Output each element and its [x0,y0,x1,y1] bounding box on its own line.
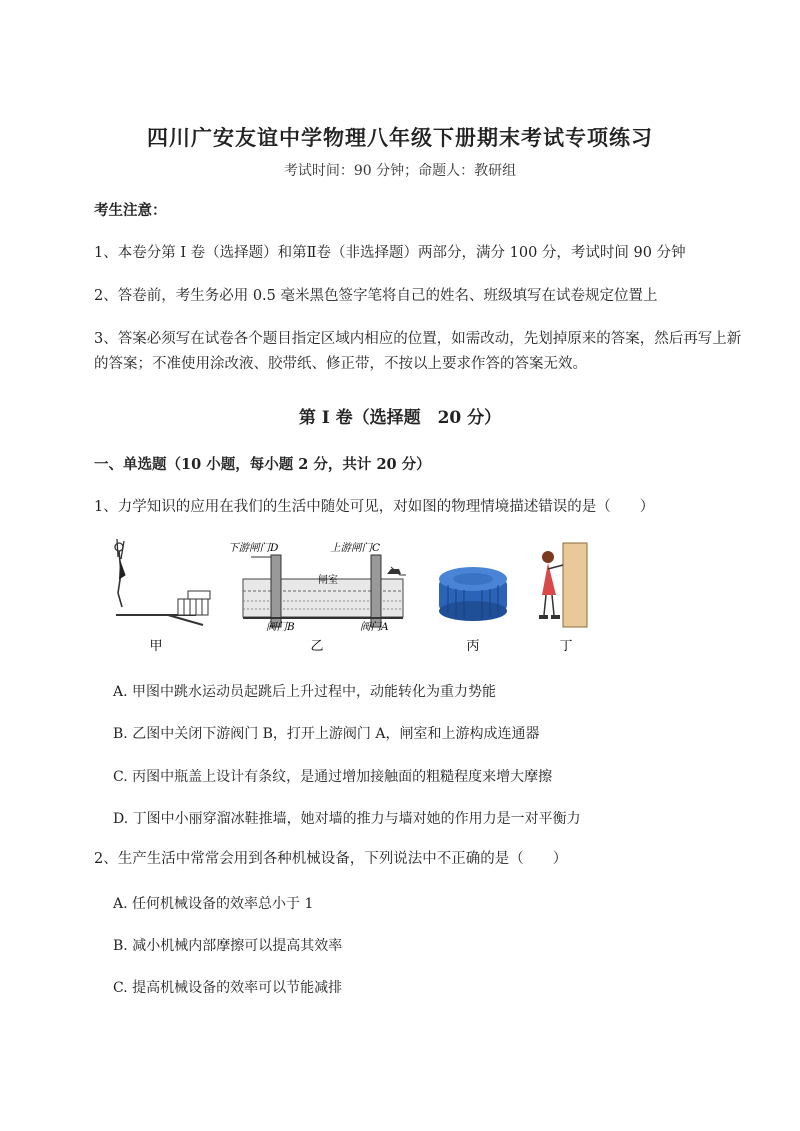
label-valve-a: 阀门A [360,621,389,633]
label-downstream-gate: 下游闸门D [228,542,279,554]
question-1-option-c[interactable]: C. 丙图中瓶盖上设计有条纹，是通过增加接触面的粗糙程度来增大摩擦 [113,769,553,785]
notice-item-3-continued: 的答案；不准使用涂改液、胶带纸、修正带，不按以上要求作答的答案无效。 [94,356,587,372]
exam-info: 考试时间：90 分钟；命题人：教研组 [283,163,517,179]
bottle-cap-illustration [439,567,507,621]
label-lock-chamber: 闸室 [318,575,338,586]
question-1-stem: 1、力学知识的应用在我们的生活中随处可见，对如图的物理情境描述错误的是（ ） [94,499,655,515]
caption-yi: 乙 [310,639,324,654]
question-1-option-a[interactable]: A. 甲图中跳水运动员起跳后上升过程中，动能转化为重力势能 [113,684,497,700]
question-1-option-b[interactable]: B. 乙图中关闭下游阀门 B，打开上游阀门 A，闸室和上游构成连通器 [113,726,540,742]
question-2-stem: 2、生产生活中常常会用到各种机械设备，下列说法中不正确的是（ ） [94,851,568,867]
notice-item-1: 1、本卷分第 I 卷（选择题）和第Ⅱ卷（非选择题）两部分，满分 100 分，考试时间 90 分钟 [94,245,686,261]
caption-bing: 丙 [466,639,480,654]
ship-lock-diagram [243,555,406,627]
notice-item-2: 2、答卷前，考生务必用 0.5 毫米黑色签字笔将自己的姓名、班级填写在试卷规定位置上 [94,288,658,304]
question-2-option-c[interactable]: C. 提高机械设备的效率可以节能减排 [113,980,343,996]
section-title: 第 I 卷（选择题 20 分） [298,408,502,428]
part-heading: 一、单选题（10 小题，每小题 2 分，共计 20 分） [94,456,431,473]
question-1-figure [108,535,598,660]
notice-item-3: 3、答案必须写在试卷各个题目指定区域内相应的位置，如需改动，先划掉原来的答案，然后再写上新 [94,331,742,347]
question-2-option-b[interactable]: B. 减小机械内部摩擦可以提高其效率 [113,938,343,954]
label-upstream-gate: 上游闸门C [330,542,381,554]
diver-illustration [115,539,210,625]
notice-heading: 考生注意： [94,202,167,219]
page-title: 四川广安友谊中学物理八年级下册期末考试专项练习 [147,125,653,150]
question-2-option-a[interactable]: A. 任何机械设备的效率总小于 1 [113,896,314,912]
question-1-option-d[interactable]: D. 丁图中小丽穿溜冰鞋推墙，她对墙的推力与墙对她的作用力是一对平衡力 [113,811,581,827]
label-valve-b: 阀门B [266,621,295,633]
caption-ding: 丁 [559,639,573,654]
girl-pushing-wall-illustration [539,543,587,627]
caption-jia: 甲 [149,639,163,654]
